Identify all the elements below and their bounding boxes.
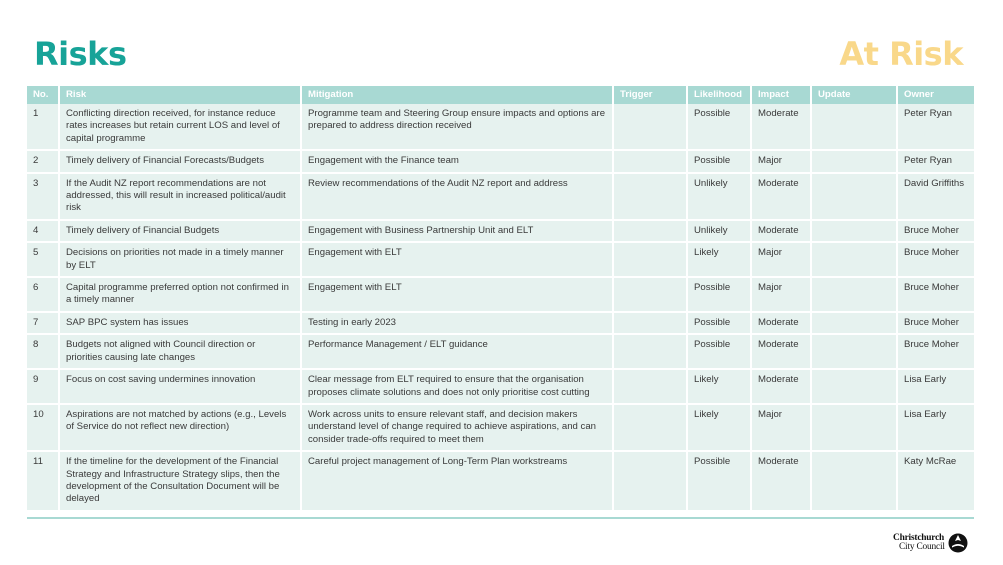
- cell-update: [812, 174, 898, 221]
- cell-owner: Lisa Early: [898, 405, 974, 452]
- cell-owner: Bruce Moher: [898, 313, 974, 335]
- cell-owner: Bruce Moher: [898, 221, 974, 243]
- cell-mitigation: Engagement with ELT: [302, 243, 614, 278]
- cell-impact: Moderate: [752, 452, 812, 512]
- cell-mitigation: Clear message from ELT required to ensure that the organisation proposes climate solutions and does not only prioritise cost cutting: [302, 370, 614, 405]
- cell-likelihood: Likely: [688, 370, 752, 405]
- col-mitigation: Mitigation: [302, 86, 614, 104]
- cell-trigger: [614, 278, 688, 313]
- cell-likelihood: Likely: [688, 405, 752, 452]
- cell-risk: Conflicting direction received, for instance reduce rates increases but retain current LOS and level of capital programme: [60, 104, 302, 151]
- cell-mitigation: Engagement with the Finance team: [302, 151, 614, 173]
- cell-impact: Major: [752, 405, 812, 452]
- table-row: [27, 278, 974, 313]
- cell-trigger: [614, 405, 688, 452]
- cell-update: [812, 405, 898, 452]
- cell-no: 8: [27, 335, 60, 370]
- cell-no: 5: [27, 243, 60, 278]
- risk-table: [27, 86, 974, 512]
- cell-risk: Timely delivery of Financial Budgets: [60, 221, 302, 243]
- cell-trigger: [614, 452, 688, 512]
- table-row: [27, 221, 974, 243]
- cell-owner: Peter Ryan: [898, 151, 974, 173]
- cell-no: 9: [27, 370, 60, 405]
- table-row: [27, 370, 974, 405]
- col-update: Update: [812, 86, 898, 104]
- cell-owner: Bruce Moher: [898, 243, 974, 278]
- cell-likelihood: Possible: [688, 335, 752, 370]
- cell-risk: Aspirations are not matched by actions (e.g., Levels of Service do not reflect new direction): [60, 405, 302, 452]
- cell-trigger: [614, 335, 688, 370]
- cell-no: 10: [27, 405, 60, 452]
- cell-update: [812, 243, 898, 278]
- cell-owner: Katy McRae: [898, 452, 974, 512]
- cell-update: [812, 104, 898, 151]
- table-row: [27, 313, 974, 335]
- cell-mitigation: Performance Management / ELT guidance: [302, 335, 614, 370]
- col-owner: Owner: [898, 86, 974, 104]
- cell-no: 6: [27, 278, 60, 313]
- cell-no: 1: [27, 104, 60, 151]
- cell-risk: SAP BPC system has issues: [60, 313, 302, 335]
- cell-likelihood: Likely: [688, 243, 752, 278]
- cell-no: 4: [27, 221, 60, 243]
- col-likelihood: Likelihood: [688, 86, 752, 104]
- cell-risk: If the timeline for the development of the Financial Strategy and Infrastructure Strategy slips, then the development of the Consultation Document will be delayed: [60, 452, 302, 512]
- cell-mitigation: Review recommendations of the Audit NZ report and address: [302, 174, 614, 221]
- cell-likelihood: Unlikely: [688, 221, 752, 243]
- logo-line-1: Christchurch: [893, 532, 945, 543]
- cell-update: [812, 221, 898, 243]
- table-row: [27, 174, 974, 221]
- cell-update: [812, 278, 898, 313]
- cell-impact: Moderate: [752, 174, 812, 221]
- cell-impact: Moderate: [752, 221, 812, 243]
- col-risk: Risk: [60, 86, 302, 104]
- cell-owner: Bruce Moher: [898, 278, 974, 313]
- cell-update: [812, 151, 898, 173]
- cell-impact: Major: [752, 151, 812, 173]
- footer-divider: [27, 517, 974, 519]
- table-row: [27, 452, 974, 512]
- table-header-row: [27, 86, 974, 104]
- cell-owner: David Griffiths: [898, 174, 974, 221]
- cell-trigger: [614, 174, 688, 221]
- cell-impact: Moderate: [752, 335, 812, 370]
- cell-no: 11: [27, 452, 60, 512]
- cell-update: [812, 452, 898, 512]
- cell-likelihood: Possible: [688, 104, 752, 151]
- cell-risk: If the Audit NZ report recommendations are not addressed, this will result in increased political/audit risk: [60, 174, 302, 221]
- cell-likelihood: Unlikely: [688, 174, 752, 221]
- cell-mitigation: Programme team and Steering Group ensure impacts and options are prepared to address direction received: [302, 104, 614, 151]
- cell-trigger: [614, 313, 688, 335]
- logo-line-2: City Council: [899, 542, 945, 552]
- cell-update: [812, 370, 898, 405]
- council-emblem-icon: [948, 533, 968, 553]
- cell-likelihood: Possible: [688, 313, 752, 335]
- risk-table-body: [27, 104, 974, 512]
- cell-no: 3: [27, 174, 60, 221]
- council-logo: [893, 531, 977, 555]
- cell-trigger: [614, 104, 688, 151]
- cell-trigger: [614, 370, 688, 405]
- cell-risk: Focus on cost saving undermines innovation: [60, 370, 302, 405]
- cell-risk: Budgets not aligned with Council direction or priorities causing late changes: [60, 335, 302, 370]
- table-row: [27, 151, 974, 173]
- cell-likelihood: Possible: [688, 452, 752, 512]
- cell-owner: Lisa Early: [898, 370, 974, 405]
- table-row: [27, 335, 974, 370]
- table-row: [27, 104, 974, 151]
- cell-mitigation: Careful project management of Long-Term Plan workstreams: [302, 452, 614, 512]
- cell-mitigation: Engagement with ELT: [302, 278, 614, 313]
- cell-update: [812, 335, 898, 370]
- status-label: At Risk: [839, 35, 963, 73]
- cell-likelihood: Possible: [688, 278, 752, 313]
- table-row: [27, 405, 974, 452]
- cell-risk: Decisions on priorities not made in a timely manner by ELT: [60, 243, 302, 278]
- cell-impact: Moderate: [752, 370, 812, 405]
- cell-likelihood: Possible: [688, 151, 752, 173]
- col-trigger: Trigger: [614, 86, 688, 104]
- table-row: [27, 243, 974, 278]
- cell-impact: Major: [752, 243, 812, 278]
- cell-owner: Bruce Moher: [898, 335, 974, 370]
- col-impact: Impact: [752, 86, 812, 104]
- cell-impact: Major: [752, 278, 812, 313]
- cell-mitigation: Engagement with Business Partnership Unit and ELT: [302, 221, 614, 243]
- cell-trigger: [614, 221, 688, 243]
- cell-owner: Peter Ryan: [898, 104, 974, 151]
- cell-mitigation: Work across units to ensure relevant staff, and decision makers understand level of change required to achieve aspirations, and can consider trade-offs required to meet them: [302, 405, 614, 452]
- cell-no: 2: [27, 151, 60, 173]
- cell-impact: Moderate: [752, 313, 812, 335]
- cell-impact: Moderate: [752, 104, 812, 151]
- page-title: Risks: [34, 35, 127, 73]
- cell-trigger: [614, 151, 688, 173]
- cell-update: [812, 313, 898, 335]
- cell-risk: Timely delivery of Financial Forecasts/Budgets: [60, 151, 302, 173]
- col-no: No.: [27, 86, 60, 104]
- cell-no: 7: [27, 313, 60, 335]
- cell-risk: Capital programme preferred option not confirmed in a timely manner: [60, 278, 302, 313]
- cell-trigger: [614, 243, 688, 278]
- cell-mitigation: Testing in early 2023: [302, 313, 614, 335]
